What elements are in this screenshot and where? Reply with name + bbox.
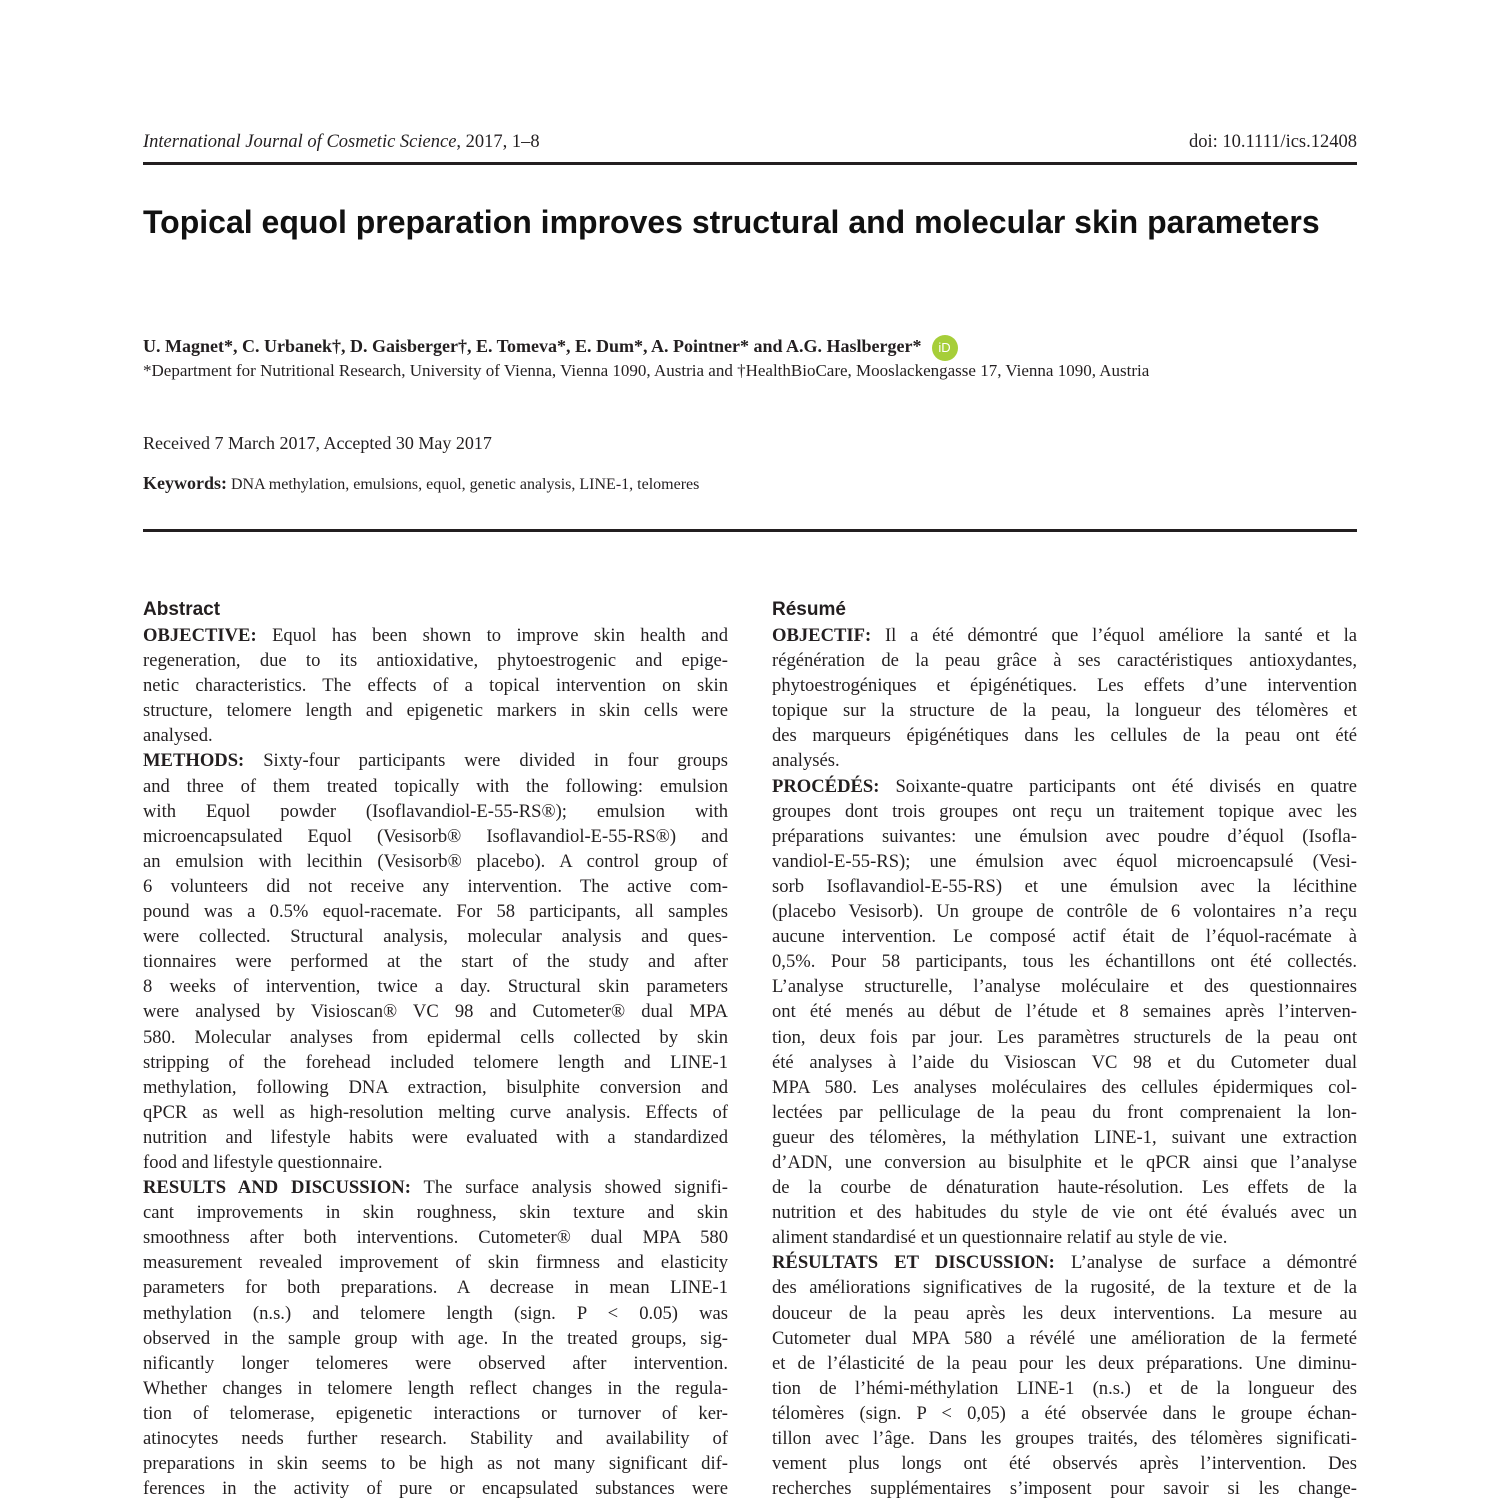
line-text: de la courbe de dénaturation haute-résolution. Les effets de la xyxy=(772,1177,1357,1199)
line-text: analysed. xyxy=(143,725,213,747)
paragraph-line xyxy=(143,1125,728,1150)
paragraph-line xyxy=(143,1250,728,1275)
paragraph-line xyxy=(143,949,728,974)
line-text: des améliorations significatives de la rugosité, de la texture et de la xyxy=(772,1277,1357,1299)
paragraph-line xyxy=(143,1150,728,1175)
line-text: methylation, following DNA extraction, bisulphite conversion and xyxy=(143,1076,728,1098)
paragraph-line xyxy=(772,799,1357,824)
paragraph-line xyxy=(143,1301,728,1326)
line-text: 580. Molecular analyses from epidermal cells collected by skin xyxy=(143,1026,728,1048)
section-rule xyxy=(143,529,1357,532)
paragraph-line xyxy=(772,1401,1357,1426)
line-text: groupes dont trois groupes ont reçu un traitement topique avec les xyxy=(772,800,1357,822)
resume-heading: Résumé xyxy=(772,599,846,620)
line-text: vement plus longs ont été observés après l’intervention. Des xyxy=(772,1453,1357,1475)
paragraph-line xyxy=(772,623,1357,648)
line-text: des marqueurs épigénétiques dans les cellules de la peau ont été xyxy=(772,725,1357,747)
line-text: netic characteristics. The effects of a topical intervention on skin xyxy=(143,675,728,697)
paragraph-line xyxy=(772,1200,1357,1225)
line-text: cant improvements in skin roughness, skin texture and skin xyxy=(143,1202,728,1224)
paragraph-line xyxy=(772,1175,1357,1200)
line-text: ont été menés au début de l’étude et 8 semaines après l’interven- xyxy=(772,1001,1357,1023)
paragraph-line xyxy=(772,1150,1357,1175)
paragraph-line xyxy=(772,774,1357,799)
paragraph-line xyxy=(143,1075,728,1100)
line-text: The surface analysis showed signifi- xyxy=(423,1177,728,1199)
journal-name: International Journal of Cosmetic Science xyxy=(143,132,457,152)
paragraph-line xyxy=(143,748,728,773)
line-text: recherches supplémentaires s’imposent pour savoir si les change- xyxy=(772,1478,1357,1500)
line-text: tion of telomerase, epigenetic interactions or turnover of ker- xyxy=(143,1402,728,1424)
line-text: été analyses à l’aide du Visioscan VC 98 et du Cutometer dual xyxy=(772,1051,1357,1073)
paragraph-line xyxy=(143,1275,728,1300)
line-text: microencapsulated Equol (Vesisorb® Isoflavandiol-E-55-RS®) and xyxy=(143,825,728,847)
line-text: structure, telomere length and epigenetic markers in skin cells were xyxy=(143,700,728,722)
keywords-label: Keywords: xyxy=(143,473,227,493)
journal-year-pages: , 2017, 1–8 xyxy=(456,132,540,152)
line-text: et de l’élasticité de la peau pour les deux préparations. Une diminu- xyxy=(772,1352,1357,1374)
doi[interactable]: doi: 10.1111/ics.12408 xyxy=(1188,132,1357,152)
line-text: MPA 580. Les analyses moléculaires des cellules épidermiques col- xyxy=(772,1076,1357,1098)
paragraph-line xyxy=(772,673,1357,698)
paragraph-line xyxy=(143,799,728,824)
paragraph-line xyxy=(143,1476,728,1501)
paragraph-line xyxy=(772,849,1357,874)
line-text: stripping of the forehead included telomere length and LINE-1 xyxy=(143,1051,728,1073)
paragraph-line xyxy=(772,824,1357,849)
line-text: with Equol powder (Isoflavandiol-E-55-RS®); emulsion with xyxy=(143,800,728,822)
line-text: food and lifestyle questionnaire. xyxy=(143,1151,383,1173)
line-text: lectées par pelliculage de la peau du front comprenaient la lon- xyxy=(772,1101,1357,1123)
line-text: parameters for both preparations. A decrease in mean LINE-1 xyxy=(143,1277,728,1299)
keywords xyxy=(143,473,699,494)
paragraph-line xyxy=(772,974,1357,999)
line-text: phytoestrogéniques et épigénétiques. Les effets d’une intervention xyxy=(772,675,1357,697)
paragraph-line xyxy=(143,899,728,924)
paragraph-line xyxy=(772,1250,1357,1275)
line-text: préparations suivantes: une émulsion avec poudre d’équol (Isofla- xyxy=(772,825,1357,847)
paragraph-line xyxy=(772,1275,1357,1300)
line-text: Sixty-four participants were divided in four groups xyxy=(263,750,728,772)
paragraph-line xyxy=(143,1200,728,1225)
paragraph-line xyxy=(772,748,1357,773)
abstract-column xyxy=(143,598,728,1501)
paragraph-line xyxy=(143,974,728,999)
paragraph-label: METHODS: xyxy=(143,750,245,772)
paragraph-line xyxy=(772,1326,1357,1351)
paragraph-label: OBJECTIF: xyxy=(772,625,872,646)
line-text: régénération de la peau grâce à ses caractéristiques antioxydantes, xyxy=(772,650,1357,672)
paragraph-line xyxy=(772,723,1357,748)
paragraph-line xyxy=(143,874,728,899)
paragraph-line xyxy=(143,623,728,648)
paragraph-line xyxy=(143,774,728,799)
line-text: L’analyse de surface a démontré xyxy=(1070,1252,1357,1274)
author-list xyxy=(143,335,958,361)
paragraph-label: RÉSULTATS ET DISCUSSION: xyxy=(772,1252,1055,1274)
paragraph-line xyxy=(772,1075,1357,1100)
paragraph-line xyxy=(143,698,728,723)
paragraph-line xyxy=(772,999,1357,1024)
line-text: Il a été démontré que l’équol améliore la santé et la xyxy=(884,625,1358,646)
line-text: douceur de la peau après les deux interventions. La mesure au xyxy=(772,1302,1357,1324)
resume-column xyxy=(772,598,1357,1501)
paragraph-line xyxy=(772,949,1357,974)
paragraph-line xyxy=(772,1301,1357,1326)
paragraph-line xyxy=(143,924,728,949)
abstract-body xyxy=(143,623,728,1501)
line-text: tionnaires were performed at the start of the study and after xyxy=(143,951,728,973)
line-text: qPCR as well as high-resolution melting curve analysis. Effects of xyxy=(143,1101,728,1123)
paragraph-line xyxy=(772,1025,1357,1050)
paragraph-line xyxy=(143,1376,728,1401)
line-text: d’ADN, une conversion au bisulphite et le qPCR ainsi que l’analyse xyxy=(772,1151,1357,1173)
line-text: télomères (sign. P < 0,05) a été observée dans le groupe échan- xyxy=(772,1402,1357,1424)
line-text: atinocytes needs further research. Stability and availability of xyxy=(143,1428,728,1449)
paragraph-line xyxy=(772,874,1357,899)
paragraph-line xyxy=(143,1401,728,1426)
line-text: nutrition et des habitudes du style de vie ont été évalués avec un xyxy=(772,1202,1357,1224)
line-text: regeneration, due to its antioxidative, phytoestrogenic and epige- xyxy=(143,650,728,672)
paragraph-line xyxy=(772,1451,1357,1476)
paragraph-line xyxy=(772,698,1357,723)
paragraph-line xyxy=(143,849,728,874)
line-text: topique sur la structure de la peau, la longueur des télomères et xyxy=(772,700,1357,722)
line-text: pound was a 0.5% equol-racemate. For 58 participants, all samples xyxy=(143,901,728,923)
paragraph-line xyxy=(143,1050,728,1075)
paragraph-line xyxy=(143,1100,728,1125)
affiliations: *Department for Nutritional Research, University of Vienna, Vienna 1090, Austria and †HealthBioCare, Mooslackengasse 17, Vienna 1090, Austria xyxy=(143,361,1150,380)
line-text: (placebo Vesisorb). Un groupe de contrôle de 6 volontaires n’a reçu xyxy=(772,901,1357,923)
article-title: Topical equol preparation improves structural and molecular skin parameters xyxy=(143,204,1320,240)
paragraph-line xyxy=(143,1351,728,1376)
line-text: gueur des télomères, la méthylation LINE-1, suivant une extraction xyxy=(772,1126,1357,1148)
paragraph-line xyxy=(143,648,728,673)
paragraph-line xyxy=(772,1426,1357,1451)
line-text: Whether changes in telomere length reflect changes in the regula- xyxy=(143,1377,728,1399)
paragraph-line xyxy=(143,1225,728,1250)
line-text: preparations in skin seems to be high as not many significant dif- xyxy=(143,1453,728,1475)
line-text: sorb Isoflavandiol-E-55-RS) et une émulsion avec la lécithine xyxy=(772,875,1357,897)
line-text: 0,5%. Pour 58 participants, tous les échantillons ont été collectés. xyxy=(772,951,1357,973)
paragraph-line xyxy=(772,1125,1357,1150)
line-text: 6 volunteers did not receive any intervention. The active com- xyxy=(143,875,728,897)
journal-citation xyxy=(143,132,540,153)
line-text: smoothness after both interventions. Cutometer® dual MPA 580 xyxy=(143,1227,728,1249)
paragraph-line xyxy=(772,924,1357,949)
paragraph-line xyxy=(143,1451,728,1476)
orcid-icon[interactable]: iD xyxy=(932,335,958,361)
paragraph-label: PROCÉDÉS: xyxy=(772,775,880,797)
line-text: Equol has been shown to improve skin health and xyxy=(272,625,728,646)
header-rule xyxy=(143,162,1357,165)
paragraph-line xyxy=(772,1225,1357,1250)
paragraph-line xyxy=(143,824,728,849)
paragraph-line xyxy=(772,1100,1357,1125)
line-text: an emulsion with lecithin (Vesisorb® placebo). A control group of xyxy=(143,850,728,872)
line-text: measurement revealed improvement of skin firmness and elasticity xyxy=(143,1252,728,1274)
keywords-text: DNA methylation, emulsions, equol, genetic analysis, LINE-1, telomeres xyxy=(231,476,700,493)
paragraph-line xyxy=(143,999,728,1024)
paragraph-line xyxy=(143,723,728,748)
line-text: nificantly longer telomeres were observed after intervention. xyxy=(143,1352,728,1374)
line-text: tillon avec l’âge. Dans les groupes traités, des télomères significati- xyxy=(772,1428,1357,1449)
resume-body xyxy=(772,623,1357,1501)
paragraph-line xyxy=(772,1376,1357,1401)
line-text: Cutometer dual MPA 580 a révélé une amélioration de la fermeté xyxy=(772,1327,1357,1349)
line-text: and three of them treated topically with the following: emulsion xyxy=(143,775,728,797)
paragraph-line xyxy=(143,673,728,698)
line-text: ferences in the activity of pure or encapsulated substances were xyxy=(143,1478,728,1500)
line-text: observed in the sample group with age. In the treated groups, sig- xyxy=(143,1327,728,1349)
paragraph-label: OBJECTIVE: xyxy=(143,625,257,646)
line-text: were collected. Structural analysis, molecular analysis and ques- xyxy=(143,926,728,948)
paragraph-line xyxy=(143,1025,728,1050)
running-header xyxy=(143,132,1357,153)
paragraph-line xyxy=(772,1050,1357,1075)
paragraph-line xyxy=(772,648,1357,673)
line-text: aliment standardisé et un questionnaire relatif au style de vie. xyxy=(772,1227,1228,1249)
paragraph-line xyxy=(772,1476,1357,1501)
authors-text: U. Magnet*, C. Urbanek†, D. Gaisberger†, E. Tomeva*, E. Dum*, A. Pointner* and A.G. Haslberger* xyxy=(143,336,922,357)
paragraph-line xyxy=(772,899,1357,924)
received-dates: Received 7 March 2017, Accepted 30 May 2017 xyxy=(143,433,492,453)
paragraph-line xyxy=(143,1175,728,1200)
line-text: nutrition and lifestyle habits were evaluated with a standardized xyxy=(143,1126,728,1148)
line-text: tion de l’hémi-méthylation LINE-1 (n.s.) et de la longueur des xyxy=(772,1377,1357,1399)
paragraph-label: RESULTS AND DISCUSSION: xyxy=(143,1177,411,1199)
line-text: were analysed by Visioscan® VC 98 and Cutometer® dual MPA xyxy=(143,1001,728,1023)
paragraph-line xyxy=(772,1351,1357,1376)
paragraph-line xyxy=(143,1426,728,1451)
paragraph-line xyxy=(143,1326,728,1351)
line-text: L’analyse structurelle, l’analyse moléculaire et des questionnaires xyxy=(772,976,1357,998)
line-text: aucune intervention. Le composé actif était de l’équol-racémate à xyxy=(772,926,1357,948)
line-text: tion, deux fois par jour. Les paramètres structurels de la peau ont xyxy=(772,1026,1357,1048)
abstract-heading: Abstract xyxy=(143,599,221,620)
line-text: analysés. xyxy=(772,750,840,772)
line-text: methylation (n.s.) and telomere length (sign. P < 0.05) was xyxy=(143,1302,728,1324)
line-text: 8 weeks of intervention, twice a day. Structural skin parameters xyxy=(143,976,728,998)
line-text: Soixante-quatre participants ont été divisés en quatre xyxy=(895,775,1357,797)
line-text: vandiol-E-55-RS); une émulsion avec équol microencapsulé (Vesi- xyxy=(772,850,1357,872)
